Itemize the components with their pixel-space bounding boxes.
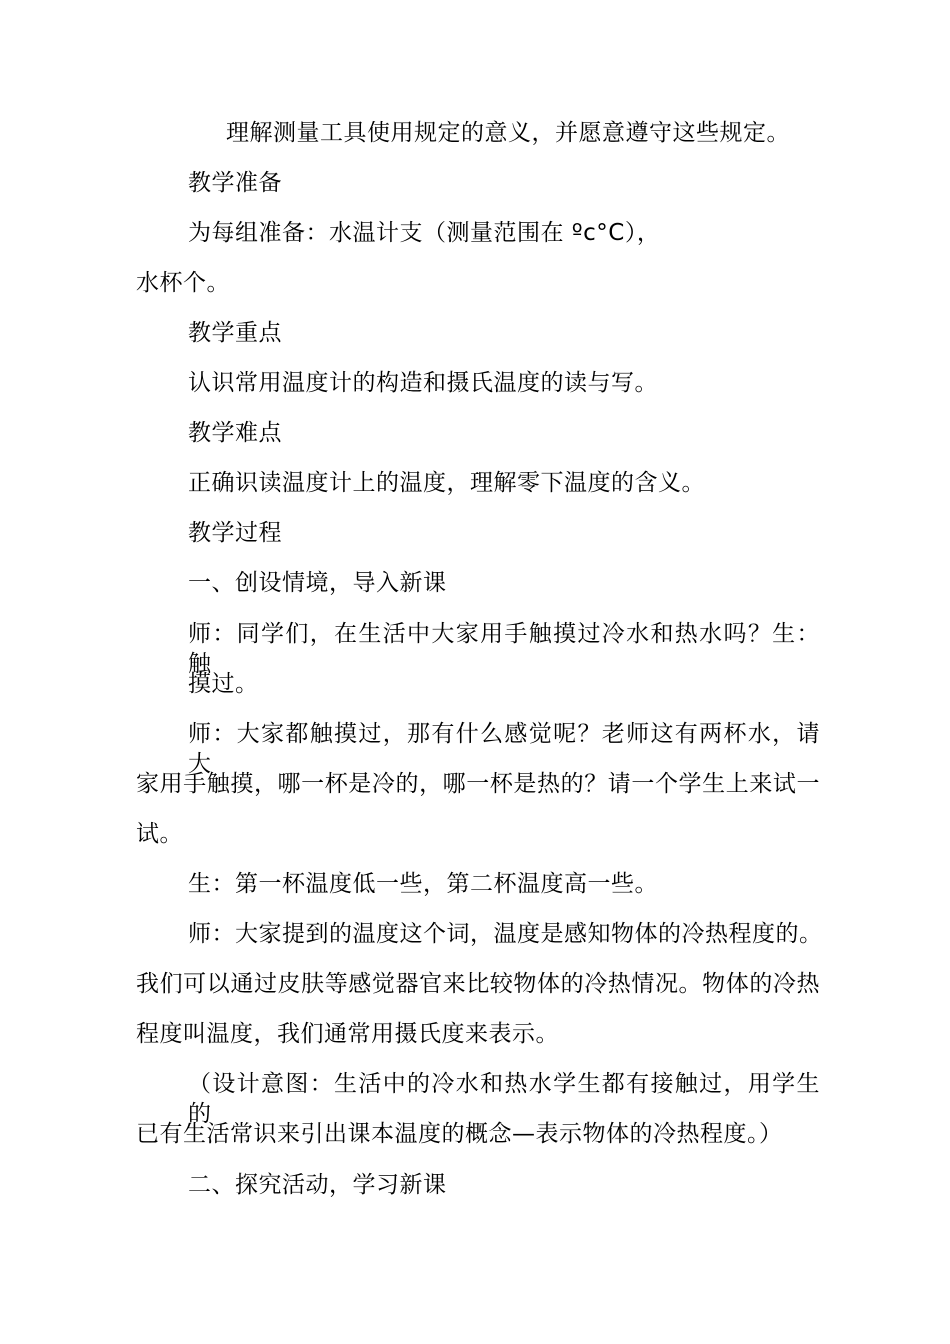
heading-teaching-process: 教学过程 [188, 520, 282, 546]
dialogue-line-3-cont-2: 程度叫温度，我们通常用摄氏度来表示。 [136, 1021, 559, 1047]
dialogue-line-2: 师：大家都触摸过，那有什么感觉呢？老师这有两杯水，请大 [188, 721, 820, 777]
design-intent-line-2: 已有生活常识来引出课本温度的概念—表示物体的冷热程度。） [136, 1121, 783, 1147]
preparation-text-line-1: 为每组准备：水温计支（测量范围在 ºc°C）， [188, 220, 661, 246]
student-answer-line: 生：第一杯温度低一些，第二杯温度高一些。 [188, 871, 658, 897]
heading-teaching-focus: 教学重点 [188, 320, 282, 346]
preparation-text-line-2: 水杯个。 [136, 270, 230, 296]
design-intent-line-1: （设计意图：生活中的冷水和热水学生都有接触过，用学生的 [188, 1071, 820, 1127]
section-heading-1: 一、创设情境，导入新课 [188, 570, 447, 596]
section-heading-2: 二、探究活动，学习新课 [188, 1172, 447, 1198]
dialogue-line-2-cont-1: 家用手触摸，哪一杯是冷的，哪一杯是热的？请一个学生上来试一 [136, 771, 820, 797]
dialogue-line-3: 师：大家提到的温度这个词，温度是感知物体的冷热程度的。 [188, 921, 823, 947]
difficulty-text-line: 正确识读温度计上的温度，理解零下温度的含义。 [188, 470, 705, 496]
dialogue-line-1: 师：同学们，在生活中大家用手触摸过冷水和热水吗？生：触 [188, 621, 820, 677]
goal-text-line: 理解测量工具使用规定的意义，并愿意遵守这些规定。 [226, 120, 790, 146]
heading-teaching-difficulty: 教学难点 [188, 420, 282, 446]
dialogue-line-1-cont: 摸过。 [188, 671, 259, 697]
heading-teaching-preparation: 教学准备 [188, 170, 282, 196]
dialogue-line-2-cont-2: 试。 [136, 821, 183, 847]
dialogue-line-3-cont-1: 我们可以通过皮肤等感觉器官来比较物体的冷热情况。物体的冷热 [136, 971, 820, 997]
focus-text-line: 认识常用温度计的构造和摄氏温度的读与写。 [188, 370, 658, 396]
